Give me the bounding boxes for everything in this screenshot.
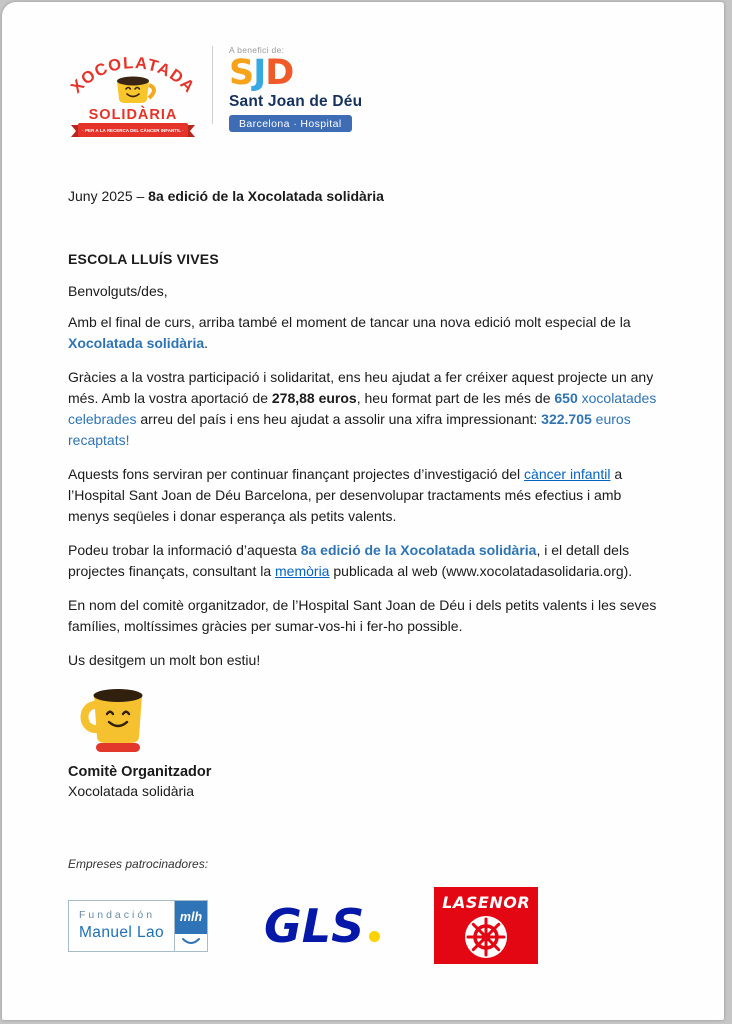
sjd-location-badge: Barcelona · Hospital xyxy=(229,115,352,132)
text-link[interactable]: càncer infantil xyxy=(524,466,611,482)
text-run: , heu format part de les més de xyxy=(356,390,555,406)
signature-name: Comitè Organitzador xyxy=(68,764,212,780)
text-run: 278,88 euros xyxy=(271,390,357,406)
fundacion-manuel-lao-logo xyxy=(68,900,208,952)
paragraph-1 xyxy=(68,312,660,354)
fml-smile-icon xyxy=(175,934,207,951)
text-run: Amb el final de curs, arriba també el moment de tancar una nova edició molt especial de la xyxy=(68,314,631,330)
text-run: 650 xyxy=(554,390,578,406)
text-link[interactable]: memòria xyxy=(275,563,330,579)
fml-mark xyxy=(174,901,207,951)
paragraph-3 xyxy=(68,464,660,527)
paragraph-2 xyxy=(68,367,660,451)
header-divider xyxy=(212,46,213,124)
fml-line1: Fundación xyxy=(79,908,156,921)
sjd-hospital-name: Sant Joan de Déu xyxy=(229,93,363,111)
logo-bottom-text: SOLIDÀRIA xyxy=(88,107,178,123)
letter-body xyxy=(68,312,660,671)
text-run: arreu del país i ens heu ajudat a assolir una xifra impressionant: xyxy=(136,411,542,427)
text-run: publicada al web (www.xocolatadasolidaria.org). xyxy=(329,563,633,579)
text-run: Gràcies a la vostra participació i solidaritat, ens heu ajudat a fer créixer aquest projecte un any més. Amb la vostra aportació de xyxy=(68,369,654,406)
paragraph-4 xyxy=(68,540,660,582)
fml-line2: Manuel Lao xyxy=(79,923,165,941)
gls-text: GLS xyxy=(264,898,365,953)
cup-illustration-wrap xyxy=(68,677,660,760)
text-run: Podeu trobar la informació d’aquesta xyxy=(68,542,301,558)
lasenor-text: LASENOR xyxy=(442,893,531,912)
signature-org: Xocolatada solidària xyxy=(68,783,195,799)
text-run: 322.705 xyxy=(541,411,592,427)
sjd-acronym xyxy=(229,53,362,93)
sponsor-logos-row xyxy=(68,887,660,964)
gls-dot-icon xyxy=(369,931,380,942)
logo-cup-icon xyxy=(117,77,154,104)
logo-arc-text: XOCOLATADA xyxy=(68,54,198,97)
ship-helm-icon xyxy=(463,914,509,960)
text-run: Aquests fons serviran per continuar finançant projectes d’investigació del xyxy=(68,466,525,482)
letter-content xyxy=(2,2,724,964)
logo-ribbon xyxy=(71,123,195,137)
text-run: 8a edició de la Xocolatada solidària xyxy=(148,188,384,204)
text-run: 8a edició de la Xocolatada solidària xyxy=(300,542,537,558)
text-run: Juny 2025 – xyxy=(68,188,149,204)
salutation: Benvolguts/des, xyxy=(68,283,168,299)
text-run: Xocolatada solidària xyxy=(68,335,205,351)
text-run: , i el detall dels projectes finançats, consultant la xyxy=(68,542,630,579)
letterhead xyxy=(68,42,660,140)
benefit-label: A benefici de: xyxy=(229,45,285,55)
text-run: xocolatades celebrades xyxy=(68,390,657,427)
sjd-letter-d: D xyxy=(265,53,294,93)
lasenor-logo xyxy=(434,887,538,964)
text-run: Us desitgem un molt bon estiu! xyxy=(68,652,261,668)
sjd-letter-j: J xyxy=(253,53,266,93)
letter-page xyxy=(2,2,724,1020)
text-run: En nom del comitè organitzador, de l’Hospital Sant Joan de Déu i dels petits valents i les seves famílies, moltíssimes gràcies per sumar-vos-hi i fer-ho possible. xyxy=(68,597,657,634)
sponsors-label: Empreses patrocinadores: xyxy=(68,857,209,871)
fml-mlh-text: mlh xyxy=(175,901,207,934)
xocolatada-logo xyxy=(68,42,198,140)
text-run: euros recaptats! xyxy=(68,411,631,448)
paragraph-5 xyxy=(68,595,660,637)
logo-ribbon-text: · PER A LA RECERCA DEL CÀNCER INFANTIL · xyxy=(82,128,184,133)
gls-logo xyxy=(264,898,380,953)
sponsors-section xyxy=(68,857,660,964)
dateline xyxy=(68,188,660,204)
sjd-logo-block xyxy=(229,42,362,132)
text-run: a l’Hospital Sant Joan de Déu Barcelona, per desenvolupar tractaments més efectius i amb menys seqüeles i donar esperança als petits valents. xyxy=(68,466,623,524)
text-run: . xyxy=(204,335,209,351)
sjd-letter-s: S xyxy=(229,53,254,93)
recipient-name: ESCOLA LLUÍS VIVES xyxy=(68,251,219,267)
paragraph-6 xyxy=(68,650,660,671)
fml-text xyxy=(69,901,174,951)
signature-block xyxy=(68,764,660,799)
cup-illustration xyxy=(68,677,164,755)
